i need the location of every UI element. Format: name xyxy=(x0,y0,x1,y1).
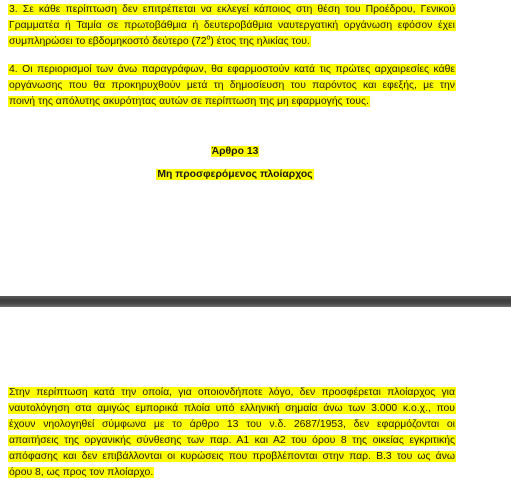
article-13-line-4: απαιτήσεις της οργανικής σύνθεσης των παρ. Α1 και Α2 του όρου 8 της οικείας εγκριτικής xyxy=(9,435,455,446)
page-separator xyxy=(0,296,511,307)
paragraph-3-line-1: 3. Σε κάθε περίπτωση δεν επιτρέπεται να εκλεγεί κάποιος στη θέση του Προέδρου, Γενικού xyxy=(9,4,455,15)
paragraph-3-line-3: συμπληρώσει το εβδομηκοστό δεύτερο $(72^o)$ έτος της ηλικίας του. xyxy=(9,34,310,47)
article-13-paragraph xyxy=(8,385,456,481)
article-number-heading: Άρθρο 13 xyxy=(211,146,259,157)
paragraph-4-line-2: οργάνωσης που θα προκηρυχθούν μετά τη δημοσίευση του παρόντος και εφεξής, με την xyxy=(9,80,455,91)
ordinal-superscript: ο xyxy=(206,34,211,42)
article-13-line-5: απόφασης και δεν επιβάλλονται οι κυρώσεις που προβλέπονται στην παρ. Β.3 του ως άνω xyxy=(9,451,455,462)
document-page-bottom xyxy=(0,307,511,494)
article-13-line-3: έχουν νηολογηθεί σύμφωνα με το άρθρο 13 του ν.δ. 2687/1953, δεν εφαρμόζονται οι xyxy=(9,419,455,430)
article-13-line-1: Στην περίπτωση κατά την οποία, για οποιονδήποτε λόγο, δεν προσφέρεται πλοίαρχος για xyxy=(9,387,455,398)
paragraph-4-line-1: 4. Οι περιορισμοί των άνω παραγράφων, θα εφαρμοστούν κατά τις πρώτες αρχαιρεσίες κάθε xyxy=(9,64,455,75)
paragraph-3 xyxy=(8,2,456,50)
paragraph-3-line-2: Γραμματέα ή Ταμία σε πρωτοβάθμια ή δευτεροβάθμια ναυτεργατική οργάνωση εφόσον έχει xyxy=(9,20,455,31)
paragraph-4-line-3: ποινή της απόλυτης ακυρότητας αυτών σε περίπτωση της μη εφαρμογής τους. xyxy=(9,96,369,107)
article-title-heading: Μη προσφερόμενος πλοίαρχος xyxy=(157,169,313,180)
paragraph-4 xyxy=(8,62,456,110)
article-13-line-6: όρου 8, ως προς τον πλοίαρχο. xyxy=(9,467,154,478)
article-13-line-2: ναυτολόγηση στα αμιγώς εμπορικά πλοία υπό ελληνική σημαία άνω των 3.000 κ.ο.χ., που xyxy=(9,403,455,414)
